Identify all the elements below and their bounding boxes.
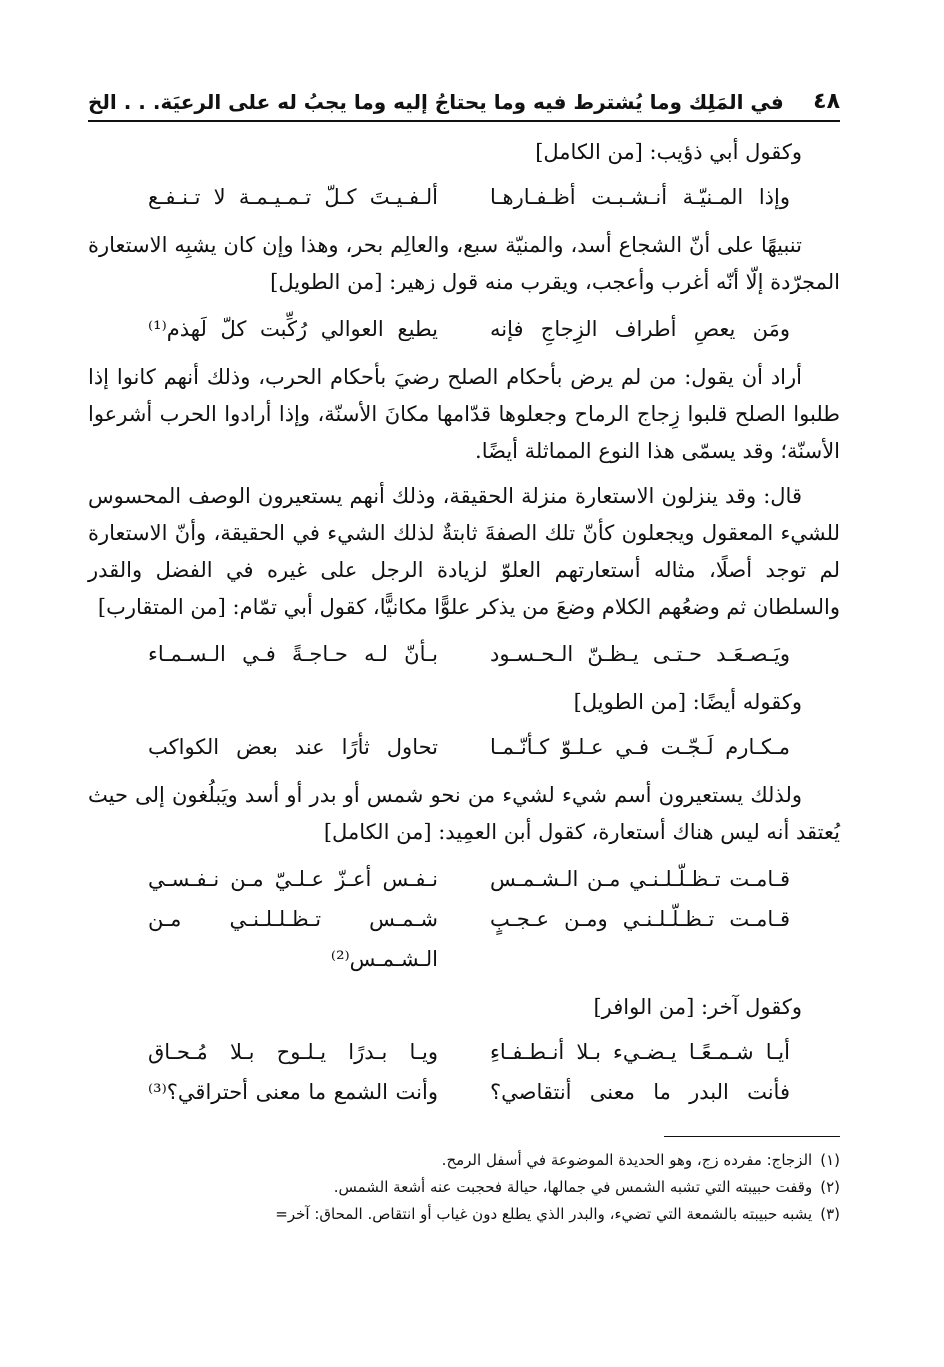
footnote-mark: (٢) xyxy=(820,1178,840,1196)
verse-block xyxy=(88,634,840,674)
footnote-text: يشبه حبيبته بالشمعة التي تضيء، والبدر الذي يطلع دون غياب أو انتقاص. المحاق: آخر= xyxy=(275,1205,813,1223)
first-hemistich: ومَن يعصِ أطراف الزِجاجِ فإنه xyxy=(490,317,790,341)
footnote xyxy=(88,1147,840,1174)
verse-line xyxy=(88,309,840,349)
second-hemistich: ويـا بـدرًا يـلـوح بـلا مُـحـاق xyxy=(148,1040,438,1064)
prose-paragraph: ولذلك يستعيرون أسم شيء لشيء من نحو شمس أو بدر أو أسد ويَبلُغون إلى حيث يُعتقد أنه ليس هناك أستعارة، كقول أبن العمِيد: [من الكامل] xyxy=(88,783,840,844)
verse-line xyxy=(88,899,840,979)
footnote xyxy=(88,1201,840,1228)
second-hemistich: يطيع العوالي رُكِّبت كلّ لَهذم⁽¹⁾ xyxy=(148,317,438,341)
verse-intro: وكقوله أيضًا: [من الطويل] xyxy=(573,690,802,714)
footnote-mark: (١) xyxy=(820,1151,840,1169)
first-hemistich: مـكـارم لَـجّـت فـي عـلـوّ كـأنّـمـا xyxy=(490,735,790,759)
running-title: في المَلِك وما يُشترط فيه وما يحتاجُ إليه وما يجبُ له على الرعيَة. . . الخ xyxy=(88,90,784,114)
footnote-mark: (٣) xyxy=(820,1205,840,1223)
first-hemistich: فأنت البدر ما معنى أنتقاصي؟ xyxy=(490,1080,790,1104)
verse-line xyxy=(88,859,840,899)
footnote-text: الزجاج: مفرده زج، وهو الحديدة الموضوعة في أسفل الرمح. xyxy=(441,1151,813,1169)
verse-line xyxy=(88,727,840,767)
second-hemistich: شـمـس تـظـلـلـنـي مـن الـشـمـس⁽²⁾ xyxy=(148,907,438,971)
verse-block xyxy=(88,859,840,979)
verse-line xyxy=(88,634,840,674)
verse-line xyxy=(88,1072,840,1112)
book-page xyxy=(88,84,840,1228)
first-hemistich: أيـا شـمـعًـا يـضـيء بـلا أنـطـفـاءِ xyxy=(490,1040,790,1064)
footnote xyxy=(88,1174,840,1201)
footnotes xyxy=(88,1147,840,1228)
second-hemistich: نـفـس أعـزّ عـلـيّ مـن نـفـسـي xyxy=(148,867,438,891)
second-hemistich: وأنت الشمع ما معنى أحتراقي؟⁽³⁾ xyxy=(148,1080,438,1104)
first-hemistich: قـامـت تـظـلّـلـنـي مـن الـشـمـس xyxy=(490,867,790,891)
footnote-separator xyxy=(664,1136,840,1137)
verse-intro: وكقول أبي ذؤيب: [من الكامل] xyxy=(535,140,802,164)
verse-line xyxy=(88,177,840,217)
prose-paragraph: تنبيهًا على أنّ الشجاع أسد، والمنيّة سبع، والعالِم بحر، وهذا وإن كان يشبِه الاستعارة المجرّدة إلّا أنّه أغرب وأعجب، ويقرب منه قول زهير: [من الطويل] xyxy=(88,233,840,294)
second-hemistich: ألـفـيـتَ كـلّ تـمـيـمـة لا تـنـفـع xyxy=(148,185,438,209)
verse-block xyxy=(88,727,840,767)
verse-intro: وكقول آخر: [من الوافر] xyxy=(593,995,802,1019)
verse-block xyxy=(88,1032,840,1112)
first-hemistich: ويَـصـعَـد حـتـى يـظـنّ الـحـسـود xyxy=(490,642,790,666)
prose-paragraph: قال: وقد ينزلون الاستعارة منزلة الحقيقة، وذلك أنهم يستعيرون الوصف المحسوس للشيء المعقول ويجعلون كأنّ تلك الصفةَ ثابتةٌ لذلك الشيء في الحقيقة، وأنّ الاستعارة لم توجد أصلًا، مثاله أستعارتهم العلوّ لزيادة الرجل على غيره في الفضل والقدر والسلطان ثم وضعُهم الكلام وضعَ من يذكر علوًّا مكانيًّا، كقول أبي تمّام: [من المتقارب] xyxy=(88,484,840,619)
second-hemistich: بـأنّ لـه حـاجـةً فـي الـسـمـاء xyxy=(148,642,438,666)
footnote-text: وقفت حبيبته التي تشبه الشمس في جمالها، حيالة فحجبت عنه أشعة الشمس. xyxy=(333,1178,813,1196)
first-hemistich: قـامـت تـظـلّـلـنـي ومـن عـجـبٍ xyxy=(490,907,790,931)
prose-paragraph: أراد أن يقول: من لم يرض بأحكام الصلح رضيَ بأحكام الحرب، وذلك أنهم كانوا إذا طلبوا الصلح قلبوا زِجاج الرماح وجعلوها قدّامها مكانَ الأسنّة، وإذا أرادوا الحرب أشرعوا الأسنّة؛ وقد يسمّى هذا النوع المماثلة أيضًا. xyxy=(88,365,840,463)
page-header xyxy=(88,84,840,122)
verse-line xyxy=(88,1032,840,1072)
second-hemistich: تحاول ثأرًا عند بعض الكواكب xyxy=(148,735,438,759)
first-hemistich: وإذا المـنيّـة أنـشـبـت أظـفـارهـا xyxy=(490,185,790,209)
page-body xyxy=(88,134,840,1112)
verse-block xyxy=(88,309,840,349)
verse-block xyxy=(88,177,840,217)
page-number: ٤٨ xyxy=(813,89,840,114)
